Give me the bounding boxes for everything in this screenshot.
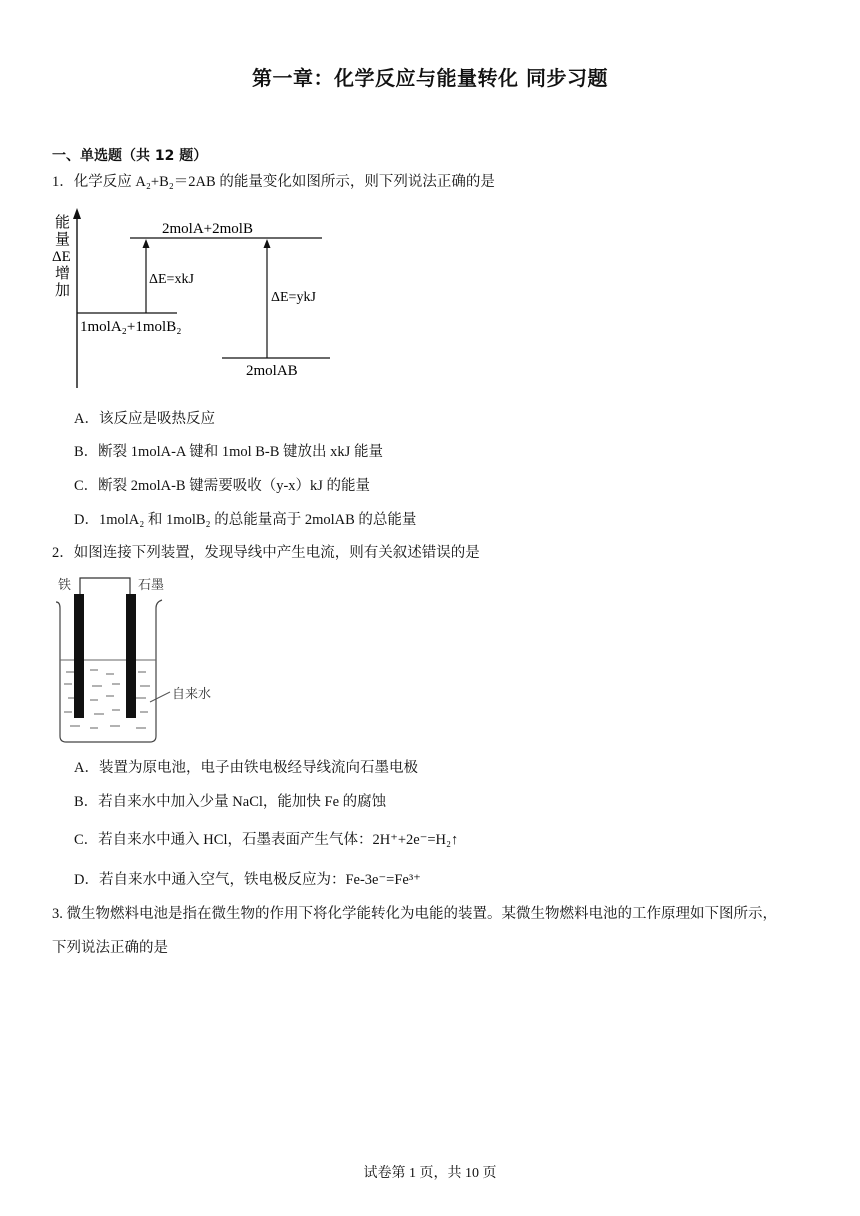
graphite-electrode [126,594,136,718]
arrow-x-label: ΔE=xkJ [149,272,194,287]
iron-electrode [74,594,84,718]
axis-label-char-3: ΔE [52,249,71,265]
question-1-stem: 1．化学反应 A₂+B₂＝2AB 的能量变化如图所示，则下列说法正确的是 [52,174,495,190]
axis-label-char-1: 能 [55,215,71,231]
tap-water-label: 自来水 [172,687,212,702]
q1-option-b: B．断裂 1molA-A 键和 1mol B-B 键放出 xkJ 能量 [74,444,383,460]
q2-option-b: B．若自来水中加入少量 NaCl，能加快 Fe 的腐蚀 [74,794,387,810]
arrow-x-head [143,239,150,248]
page-footer: 试卷第 1 页，共 10 页 [363,1166,497,1181]
q2-option-d: D．若自来水中通入空气，铁电极反应为：Fe-3e⁻=Fe³⁺ [74,872,421,888]
axis-label-char-4: 增 [55,266,71,282]
arrow-y-head [264,239,271,248]
level-top-label: 2molA+2molB [162,221,253,237]
q1-option-c: C．断裂 2molA-B 键需要吸收（y-x）kJ 的能量 [74,478,371,494]
question-2-stem: 2．如图连接下列装置，发现导线中产生电流，则有关叙述错误的是 [52,545,480,561]
level-reactants-label: 1molA₂+1molB₂ [80,319,182,335]
graphite-electrode-label: 石墨 [138,578,165,593]
question-3-stem-line-2: 下列说法正确的是 [52,940,168,956]
page-title: 第一章：化学反应与能量转化 同步习题 [252,66,608,90]
energy-diagram [50,205,350,395]
solution-pointer [150,692,170,702]
iron-electrode-label: 铁 [58,578,72,593]
question-3-stem-line-1: 3. 微生物燃料电池是指在微生物的作用下将化学能转化为电能的装置。某微生物燃料电池的工作原理如下图所示， [52,906,777,922]
connecting-wire [80,578,130,596]
q1-option-d: D．1molA₂ 和 1molB₂ 的总能量高于 2molAB 的总能量 [74,512,417,528]
section-heading: 一、单选题（共 12 题） [52,148,208,164]
axis-label-char-2: 量 [55,232,71,248]
beaker [56,600,162,742]
arrow-y-label: ΔE=ykJ [271,290,316,305]
level-products-label: 2molAB [246,363,298,379]
energy-axis-arrowhead [73,208,81,219]
axis-label-char-5: 加 [55,283,71,299]
q2-option-c: C．若自来水中通入 HCl，石墨表面产生气体：2H⁺+2e⁻=H₂↑ [74,832,459,848]
q1-option-a: A．该反应是吸热反应 [74,411,215,427]
q2-option-a: A．装置为原电池，电子由铁电极经导线流向石墨电极 [74,760,418,776]
galvanic-cell-diagram [50,572,230,750]
